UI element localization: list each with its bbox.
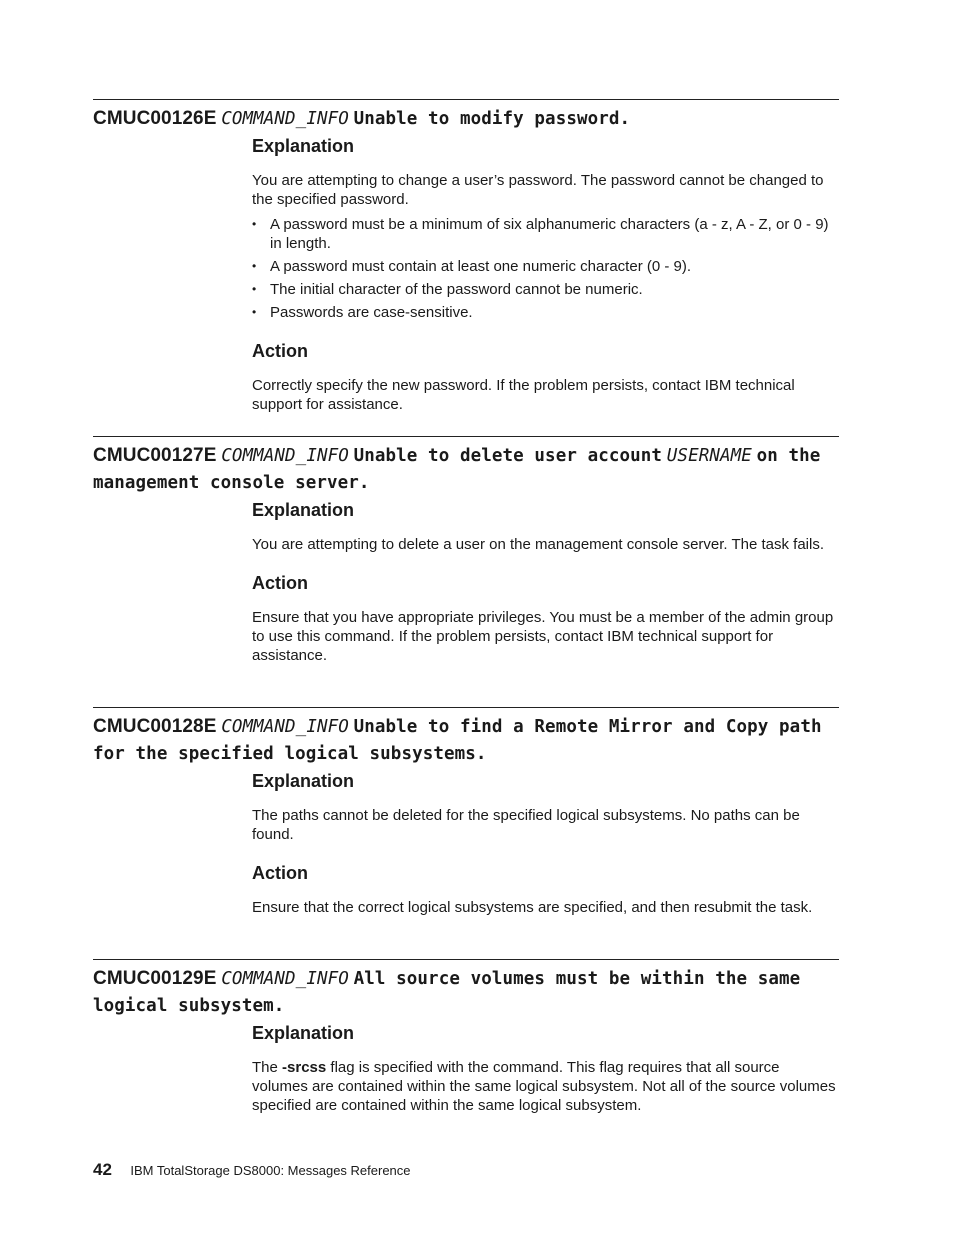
- action-heading: Action: [252, 863, 308, 883]
- explanation-section: [252, 770, 839, 917]
- action-heading: Action: [252, 573, 308, 593]
- message-variable: COMMAND_INFO: [221, 109, 349, 129]
- action-text: Ensure that you have appropriate privileges. You must be a member of the admin group to use this command. If the problem persists, contact IBM technical support for assistance.: [252, 609, 834, 664]
- list-item: • The initial character of the password cannot be numeric.: [252, 280, 839, 299]
- explanation-text-start: The: [252, 1059, 278, 1076]
- message-id: CMUC00129E: [93, 968, 217, 989]
- page-number: 42: [93, 1160, 112, 1179]
- message-text: on the management console server.: [93, 446, 821, 493]
- action-text: Ensure that the correct logical subsystems are specified, and then resubmit the task.: [252, 899, 813, 916]
- list-item: • A password must be a minimum of six alphanumeric characters (a - z, A - Z, or 0 - 9) in length.: [252, 215, 839, 253]
- message-text: All source volumes must be within the same logical subsystem.: [93, 969, 801, 1016]
- message-text: Unable to delete user account: [353, 446, 663, 466]
- message-title: [93, 105, 839, 133]
- explanation-text-rest: flag is specified with the command. This flag requires that all source volumes are contained within the same logical subsystem. Not all of the source volumes specified are contained within the same logical subsystem.: [252, 1059, 836, 1114]
- explanation-text: You are attempting to change a user’s password. The password cannot be changed to the specified password.: [252, 172, 824, 208]
- explanation-text: [252, 1058, 839, 1115]
- message-variable: COMMAND_INFO: [221, 969, 349, 989]
- explanation-text: The paths cannot be deleted for the specified logical subsystems. No paths can be found.: [252, 807, 800, 843]
- explanation-heading: Explanation: [252, 500, 355, 520]
- list-item: • A password must contain at least one numeric character (0 - 9).: [252, 257, 839, 276]
- explanation-heading: Explanation: [252, 771, 355, 791]
- message-id: CMUC00128E: [93, 716, 217, 737]
- message-title: [93, 713, 839, 768]
- message-id: CMUC00126E: [93, 108, 217, 129]
- explanation-section: [252, 135, 839, 414]
- message-variable: COMMAND_INFO: [221, 717, 349, 737]
- message-id: CMUC00127E: [93, 445, 217, 466]
- message-title: [93, 965, 839, 1020]
- explanation-heading: Explanation: [252, 1023, 355, 1043]
- action-heading: Action: [252, 341, 308, 361]
- explanation-section: [252, 499, 839, 665]
- flag-name: -srcss: [282, 1059, 327, 1076]
- page-footer: [93, 1160, 411, 1180]
- message-variable: COMMAND_INFO: [221, 446, 349, 466]
- list-item: • Passwords are case-sensitive.: [252, 303, 839, 322]
- explanation-text: You are attempting to delete a user on the management console server. The task fails.: [252, 536, 825, 553]
- message-cmuc00128e: [93, 707, 839, 923]
- requirement-list: [252, 215, 839, 322]
- message-text: Unable to find a Remote Mirror and Copy path for the specified logical subsystems.: [93, 717, 822, 764]
- action-text: Correctly specify the new password. If the problem persists, contact IBM technical support for assistance.: [252, 377, 795, 413]
- message-cmuc00129e: [93, 959, 839, 1121]
- message-variable: USERNAME: [666, 446, 752, 466]
- message-title: [93, 442, 839, 497]
- book-title: IBM TotalStorage DS8000: Messages Reference: [130, 1163, 411, 1178]
- explanation-section: [252, 1022, 839, 1115]
- explanation-heading: Explanation: [252, 136, 355, 156]
- message-cmuc00126e: [93, 99, 839, 420]
- message-cmuc00127e: [93, 436, 839, 671]
- message-text: Unable to modify password.: [353, 109, 631, 129]
